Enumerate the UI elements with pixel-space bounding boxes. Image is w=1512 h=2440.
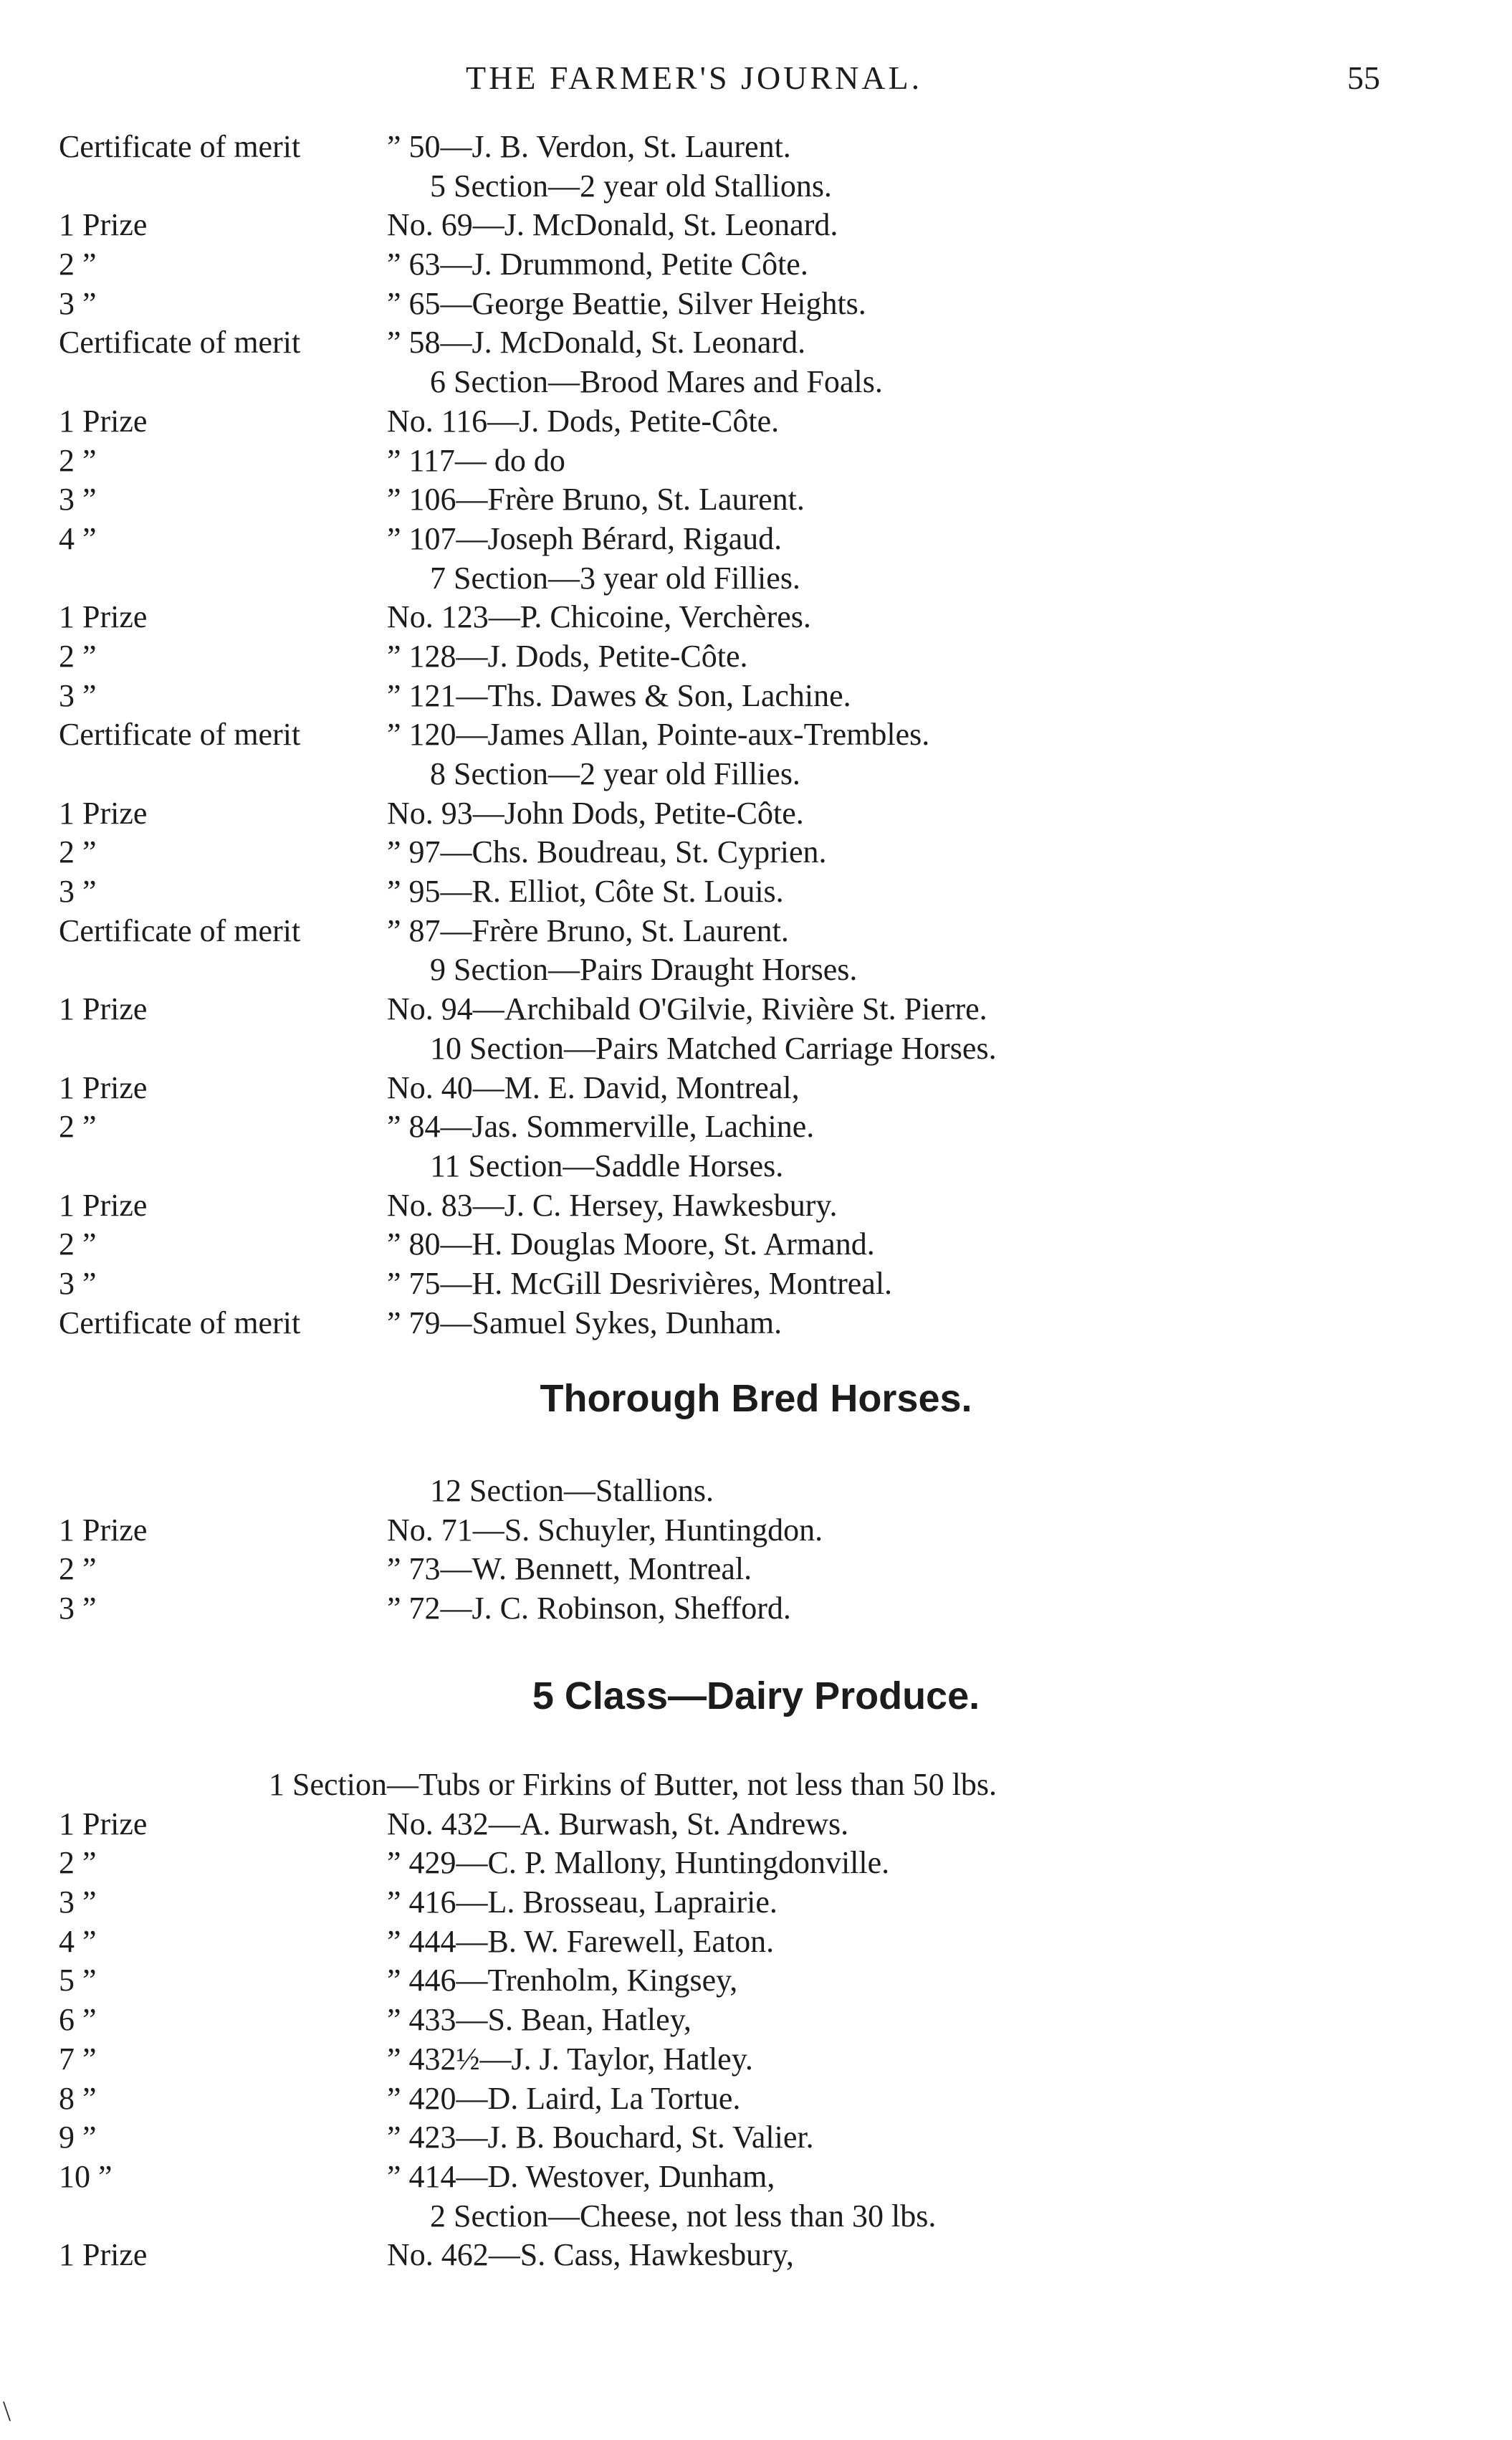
prize-list-horses [0, 128, 1512, 1343]
award-row [0, 1922, 1512, 1962]
award-row [0, 872, 1512, 912]
award-row [0, 1107, 1512, 1147]
section-heading [0, 1147, 1512, 1186]
award-row [0, 520, 1512, 559]
section-heading [0, 559, 1512, 599]
award-row [0, 1186, 1512, 1226]
section-title: 2 Section—Cheese, not less than 30 lbs. [430, 2198, 937, 2234]
award-label: 3 ” [59, 1884, 97, 1920]
section-heading [0, 363, 1512, 402]
award-label: 5 ” [59, 1963, 97, 1998]
section-title: 1 Section—Tubs or Firkins of Butter, not less than 50 lbs. [269, 1767, 997, 1802]
page-header [0, 59, 1512, 109]
award-entry: ” 107—Joseph Bérard, Rigaud. [387, 520, 783, 556]
prize-list-dairy [0, 1765, 1512, 2275]
award-label: 3 ” [59, 285, 97, 321]
award-entry: ” 65—George Beattie, Silver Heights. [387, 285, 866, 321]
award-entry: No. 40—M. E. David, Montreal, [387, 1069, 800, 1105]
award-label: 1 Prize [59, 1187, 148, 1223]
award-row [0, 442, 1512, 481]
award-entry: No. 432—A. Burwash, St. Andrews. [387, 1806, 849, 1841]
award-row [0, 2158, 1512, 2197]
section-heading [0, 755, 1512, 794]
award-label: 3 ” [59, 677, 97, 713]
award-entry: No. 71—S. Schuyler, Huntingdon. [387, 1512, 823, 1548]
award-entry: ” 414—D. Westover, Dunham, [387, 2158, 775, 2194]
award-label: 3 ” [59, 874, 97, 910]
award-label: 3 ” [59, 1265, 97, 1301]
award-row [0, 1844, 1512, 1883]
award-row [0, 1511, 1512, 1550]
award-label: 1 Prize [59, 1069, 148, 1105]
award-label: 1 Prize [59, 207, 148, 243]
section-title: 6 Section—Brood Mares and Foals. [430, 364, 883, 400]
award-entry: ” 420—D. Laird, La Tortue. [387, 2080, 741, 2116]
award-entry: ” 80—H. Douglas Moore, St. Armand. [387, 1226, 875, 1262]
award-row [0, 833, 1512, 872]
section-title: 9 Section—Pairs Draught Horses. [430, 952, 858, 988]
award-row [0, 1805, 1512, 1844]
award-entry: ” 416—L. Brosseau, Laprairie. [387, 1884, 777, 1920]
award-entry: No. 116—J. Dods, Petite-Côte. [387, 403, 780, 439]
section-heading [0, 2197, 1512, 2236]
award-label: Certificate of merit [59, 1305, 301, 1340]
award-label: 8 ” [59, 2080, 97, 2116]
award-label: 2 ” [59, 1845, 97, 1881]
award-row [0, 990, 1512, 1029]
award-entry: ” 84—Jas. Sommerville, Lachine. [387, 1109, 815, 1145]
journal-title: THE FARMER'S JOURNAL. [466, 59, 923, 96]
award-row [0, 2079, 1512, 2119]
award-entry: ” 117— do do [387, 442, 565, 478]
award-entry: ” 121—Ths. Dawes & Son, Lachine. [387, 677, 851, 713]
award-row [0, 1961, 1512, 2001]
award-row [0, 128, 1512, 167]
award-row [0, 1225, 1512, 1264]
award-row [0, 1264, 1512, 1304]
award-label: 3 ” [59, 482, 97, 518]
award-label: 2 ” [59, 442, 97, 478]
award-label: 1 Prize [59, 2237, 148, 2273]
section-title: 10 Section—Pairs Matched Carriage Horses. [430, 1030, 997, 1066]
award-row [0, 1069, 1512, 1108]
award-label: 9 ” [59, 2120, 97, 2155]
award-row [0, 715, 1512, 755]
award-entry: ” 106—Frère Bruno, St. Laurent. [387, 482, 805, 518]
award-label: 2 ” [59, 834, 97, 870]
award-row [0, 2001, 1512, 2040]
award-label: 1 Prize [59, 1512, 148, 1548]
award-label: 2 ” [59, 1551, 97, 1587]
award-row [0, 1589, 1512, 1629]
award-label: 1 Prize [59, 1806, 148, 1841]
award-entry: ” 429—C. P. Mallony, Huntingdonville. [387, 1845, 890, 1881]
award-entry: No. 123—P. Chicoine, Verchères. [387, 599, 811, 635]
award-label: 6 ” [59, 2002, 97, 2038]
award-row [0, 2118, 1512, 2158]
page-number: 55 [1347, 59, 1380, 96]
award-entry: ” 444—B. W. Farewell, Eaton. [387, 1923, 775, 1959]
award-row [0, 912, 1512, 951]
award-label: 1 Prize [59, 403, 148, 439]
award-label: 2 ” [59, 247, 97, 282]
award-entry: No. 93—John Dods, Petite-Côte. [387, 795, 804, 831]
award-label: 2 ” [59, 638, 97, 674]
award-row [0, 402, 1512, 442]
award-label: 3 ” [59, 1591, 97, 1626]
award-row [0, 794, 1512, 834]
award-row [0, 677, 1512, 716]
award-entry: ” 75—H. McGill Desrivières, Montreal. [387, 1265, 893, 1301]
award-entry: ” 433—S. Bean, Hatley, [387, 2002, 692, 2038]
award-row [0, 598, 1512, 637]
award-label: Certificate of merit [59, 129, 301, 164]
award-entry: ” 58—J. McDonald, St. Leonard. [387, 325, 806, 361]
award-label: 4 ” [59, 1923, 97, 1959]
award-label: 1 Prize [59, 991, 148, 1027]
award-entry: ” 72—J. C. Robinson, Shefford. [387, 1591, 791, 1626]
section-title: 8 Section—2 year old Fillies. [430, 756, 800, 791]
award-label: 7 ” [59, 2041, 97, 2077]
award-label: Certificate of merit [59, 325, 301, 361]
award-entry: ” 95—R. Elliot, Côte St. Louis. [387, 874, 784, 910]
section-heading [0, 950, 1512, 990]
section-heading [0, 167, 1512, 206]
award-entry: No. 462—S. Cass, Hawkesbury, [387, 2237, 794, 2273]
award-entry: ” 87—Frère Bruno, St. Laurent. [387, 912, 789, 948]
award-label: 1 Prize [59, 795, 148, 831]
section-title: 5 Section—2 year old Stallions. [430, 168, 832, 204]
award-label: 2 ” [59, 1109, 97, 1145]
award-entry: ” 423—J. B. Bouchard, St. Valier. [387, 2120, 814, 2155]
award-row [0, 245, 1512, 285]
section-title: 11 Section—Saddle Horses. [430, 1148, 784, 1183]
award-label: Certificate of merit [59, 717, 301, 753]
award-entry: ” 446—Trenholm, Kingsey, [387, 1963, 738, 1998]
section-heading [0, 1029, 1512, 1069]
award-entry: ” 79—Samuel Sykes, Dunham. [387, 1305, 783, 1340]
award-entry: No. 94—Archibald O'Gilvie, Rivière St. Pierre. [387, 991, 987, 1027]
section-title: 7 Section—3 year old Fillies. [430, 560, 800, 596]
award-row [0, 206, 1512, 245]
award-label: Certificate of merit [59, 912, 301, 948]
award-entry: ” 432½—J. J. Taylor, Hatley. [387, 2041, 753, 2077]
award-entry: ” 63—J. Drummond, Petite Côte. [387, 247, 808, 282]
award-entry: ” 120—James Allan, Pointe-aux-Trembles. [387, 717, 930, 753]
award-row [0, 1550, 1512, 1589]
award-label: 2 ” [59, 1226, 97, 1262]
award-row [0, 480, 1512, 520]
award-row [0, 1883, 1512, 1922]
award-entry: ” 50—J. B. Verdon, St. Laurent. [387, 129, 791, 164]
section-heading [0, 1765, 1512, 1805]
award-entry: No. 69—J. McDonald, St. Leonard. [387, 207, 838, 243]
award-row [0, 2040, 1512, 2079]
award-label: 10 ” [59, 2158, 113, 2194]
heading-thorough-bred-horses: Thorough Bred Horses. [540, 1377, 972, 1420]
award-entry: ” 128—J. Dods, Petite-Côte. [387, 638, 748, 674]
award-row [0, 637, 1512, 677]
prize-list-thorough-bred [0, 1472, 1512, 1629]
award-entry: ” 73—W. Bennett, Montreal. [387, 1551, 752, 1587]
award-label: 4 ” [59, 520, 97, 556]
heading-dairy-produce: 5 Class—Dairy Produce. [532, 1674, 980, 1717]
award-entry: ” 97—Chs. Boudreau, St. Cyprien. [387, 834, 827, 870]
award-label: 1 Prize [59, 599, 148, 635]
award-row [0, 323, 1512, 363]
award-row [0, 2236, 1512, 2275]
award-row [0, 285, 1512, 324]
section-heading [0, 1472, 1512, 1511]
award-entry: No. 83—J. C. Hersey, Hawkesbury. [387, 1187, 838, 1223]
margin-mark: \ [3, 2395, 11, 2427]
section-title: 12 Section—Stallions. [430, 1473, 714, 1508]
award-row [0, 1304, 1512, 1343]
